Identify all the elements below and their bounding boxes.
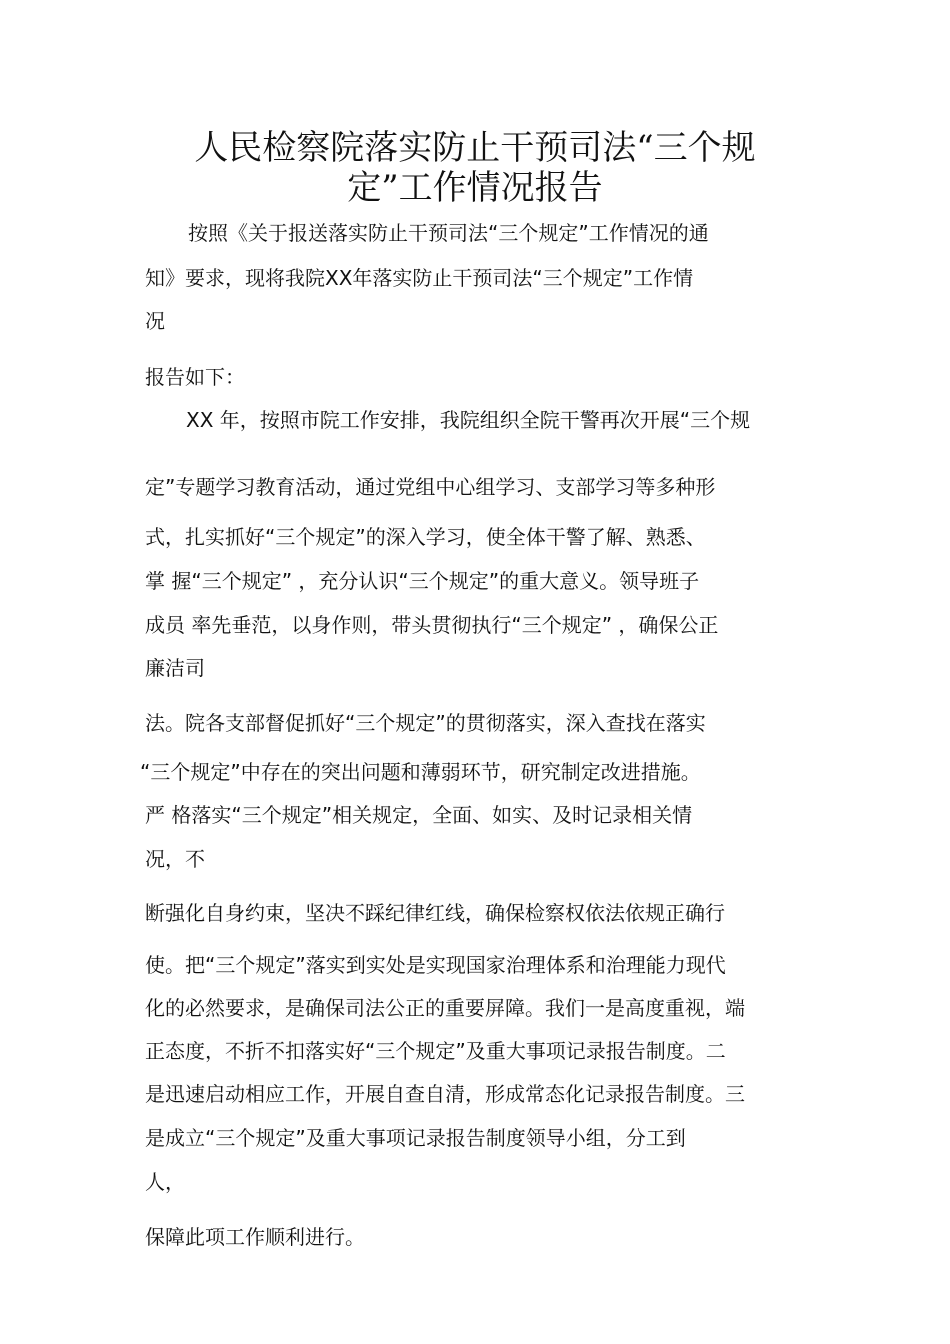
body-line: 法。院各支部督促抓好“三个规定”的贯彻落实，深入查找在落实 bbox=[145, 711, 706, 735]
body-line: 人， bbox=[145, 1170, 185, 1194]
body-line: “三个规定”中存在的突出问题和薄弱环节，研究制定改进措施。 bbox=[140, 760, 701, 784]
body-line: 知》要求，现将我院XX年落实防止干预司法“三个规定”工作情 bbox=[145, 266, 694, 290]
body-line: 使。把“三个规定”落实到实处是实现国家治理体系和治理能力现代 bbox=[145, 953, 726, 977]
body-line: 式，扎实抓好“三个规定”的深入学习，使全体干警了解、熟悉、 bbox=[145, 525, 706, 549]
document-title-line-1: 人民检察院落实防止干预司法“三个规 bbox=[194, 128, 756, 168]
body-line: 按照《关于报送落实防止干预司法“三个规定”工作情况的通 bbox=[188, 221, 709, 245]
body-line: 况 bbox=[145, 309, 165, 333]
body-line: 是迅速启动相应工作，开展自查自清，形成常态化记录报告制度。三 bbox=[145, 1082, 745, 1106]
document-title-line-2: 定”工作情况报告 bbox=[347, 168, 603, 208]
body-line: 正态度，不折不扣落实好“三个规定”及重大事项记录报告制度。二 bbox=[145, 1039, 726, 1063]
body-line: 是成立“三个规定”及重大事项记录报告制度领导小组，分工到 bbox=[145, 1126, 686, 1150]
body-line: 化的必然要求，是确保司法公正的重要屏障。我们一是高度重视，端 bbox=[145, 996, 745, 1020]
body-line: 定”专题学习教育活动，通过党组中心组学习、支部学习等多种形 bbox=[145, 475, 716, 499]
body-line: 保障此项工作顺利进行。 bbox=[145, 1225, 365, 1249]
body-line: 廉洁司 bbox=[145, 656, 205, 680]
body-line: 成员 率先垂范，以身作则，带头贯彻执行“三个规定” ，确保公正 bbox=[145, 613, 719, 637]
body-line: XX 年，按照市院工作安排，我院组织全院干警再次开展“三个规 bbox=[186, 408, 751, 432]
body-line: 严 格落实“三个规定”相关规定，全面、如实、及时记录相关情 bbox=[145, 803, 693, 827]
body-line: 报告如下： bbox=[145, 365, 245, 389]
body-line: 掌 握“三个规定” ，充分认识“三个规定”的重大意义。领导班子 bbox=[145, 569, 700, 593]
body-line: 断强化自身约束，坚决不踩纪律红线，确保检察权依法依规正确行 bbox=[145, 901, 725, 925]
body-line: 况，不 bbox=[145, 847, 205, 871]
